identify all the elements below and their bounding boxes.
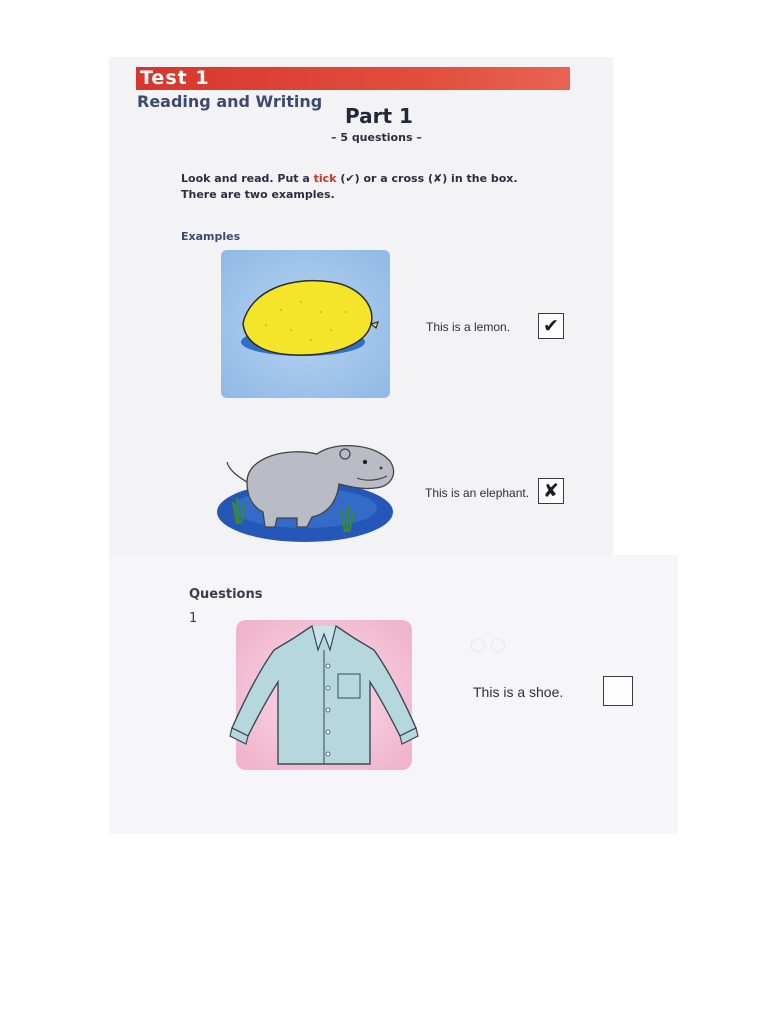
section-title: Reading and Writing [137, 92, 323, 111]
example-1-sentence: This is a lemon. [426, 320, 511, 334]
instruction-text-b: (✔) or a cross (✘) in the box. [336, 172, 518, 185]
part-title: Part 1 [345, 104, 413, 128]
test-title: Test 1 [140, 67, 210, 89]
shirt-picture [224, 616, 422, 774]
example-1-answer-box: ✔ [538, 313, 564, 339]
lemon-picture [221, 250, 390, 398]
questions-heading: Questions [189, 587, 263, 602]
hippo-picture [207, 432, 407, 550]
examples-heading: Examples [181, 230, 241, 243]
instruction-line-2: There are two examples. [181, 188, 335, 201]
question-1-sentence: This is a shoe. [473, 684, 564, 700]
example-2-answer-box: ✘ [538, 478, 564, 504]
instruction-text-a: Look and read. Put a [181, 172, 314, 185]
example-2-sentence: This is an elephant. [425, 486, 530, 500]
question-1-answer-box[interactable] [603, 676, 633, 706]
question-1-number: 1 [189, 611, 198, 626]
instruction-tick-word: tick [313, 172, 337, 185]
instruction-line-1 [181, 172, 518, 185]
faint-smudge: ◯ ◯ [470, 637, 506, 653]
question-count: – 5 questions – [331, 131, 422, 144]
